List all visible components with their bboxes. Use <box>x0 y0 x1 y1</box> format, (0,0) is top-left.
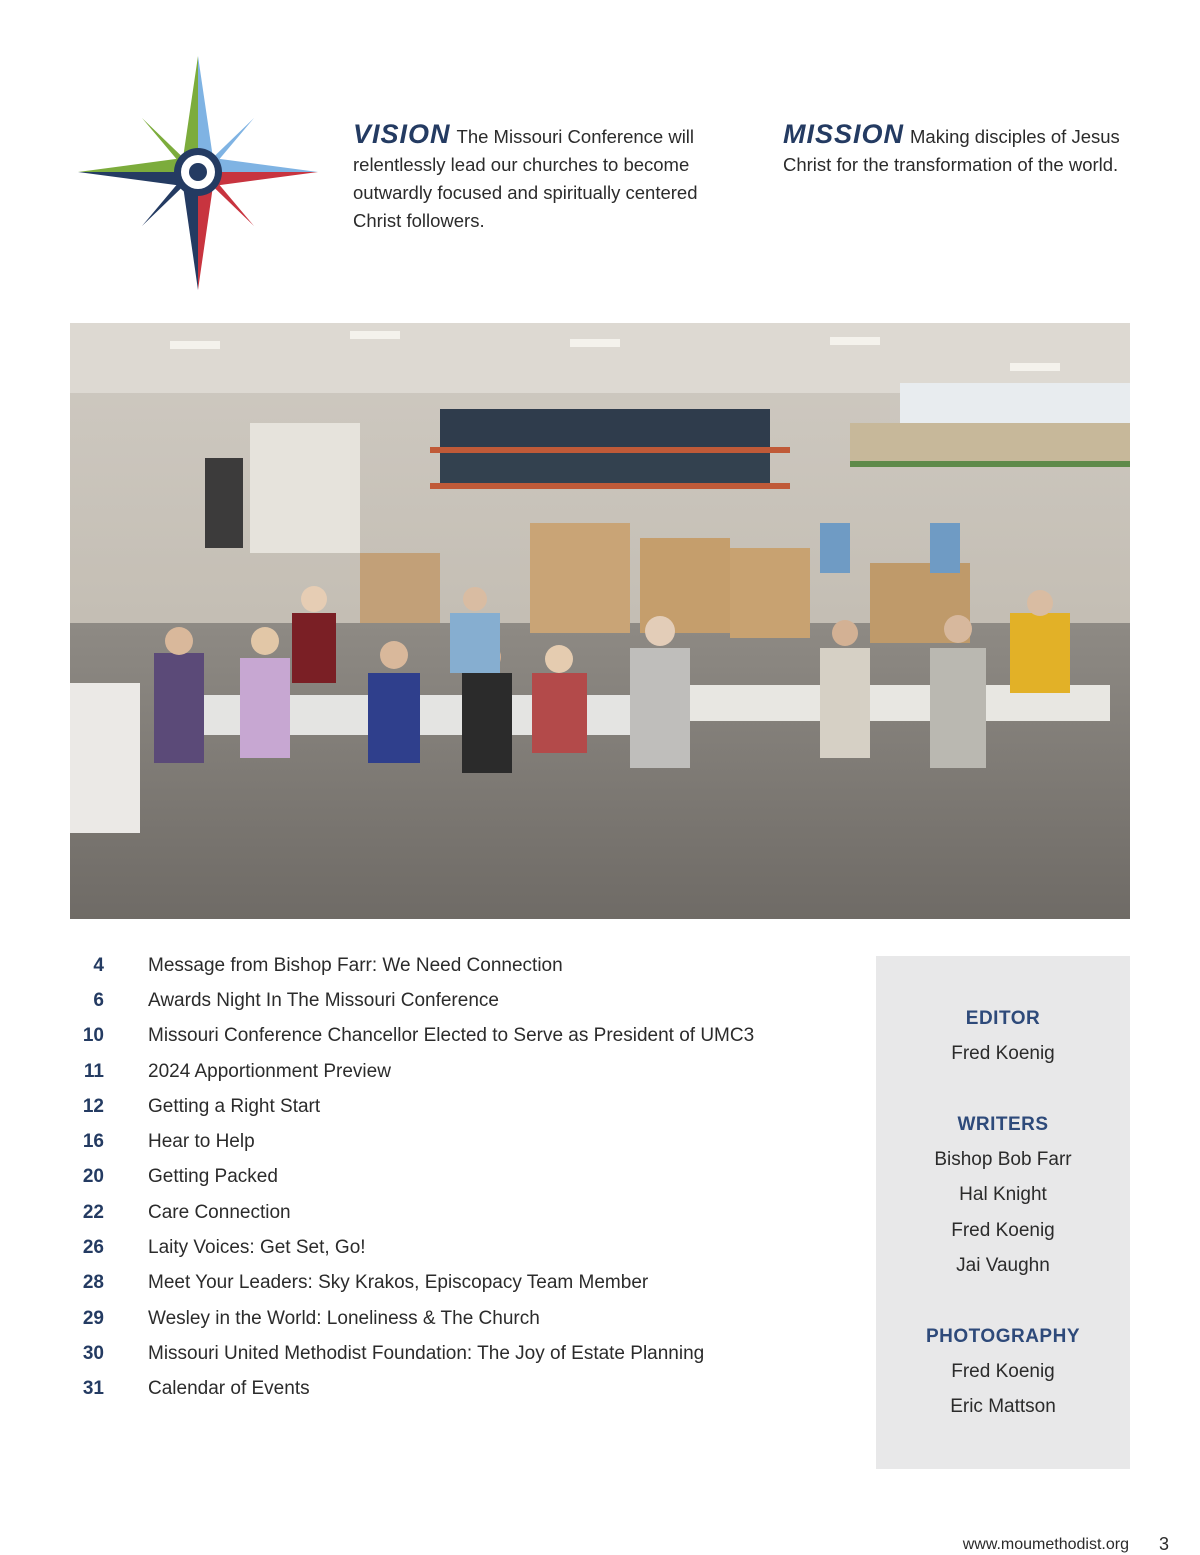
toc-entry[interactable] <box>70 1160 830 1195</box>
toc-page-number: 6 <box>93 989 104 1011</box>
toc-entry[interactable] <box>70 1124 830 1159</box>
toc-title: Getting a Right Start <box>148 1095 321 1117</box>
toc-page-number: 20 <box>82 1166 104 1188</box>
toc-page-number: 16 <box>82 1131 104 1153</box>
writer-name: Jai Vaughn <box>956 1255 1050 1276</box>
writer-name: Hal Knight <box>959 1184 1047 1205</box>
toc-entry[interactable] <box>70 1019 830 1054</box>
toc-page-number: 31 <box>82 1378 104 1400</box>
toc-page-number: 29 <box>82 1307 104 1329</box>
toc-entry[interactable] <box>70 983 830 1018</box>
volunteer-packing-photo <box>70 323 1130 919</box>
toc-title: Laity Voices: Get Set, Go! <box>148 1237 366 1259</box>
toc-entry[interactable] <box>70 1372 830 1407</box>
writers-heading: WRITERS <box>957 1113 1049 1135</box>
toc-entry[interactable] <box>70 1195 830 1230</box>
photographer-name: Eric Mattson <box>950 1396 1056 1417</box>
toc-page-number: 10 <box>82 1025 104 1047</box>
toc-title: Wesley in the World: Loneliness & The Church <box>148 1307 540 1329</box>
writer-name: Fred Koenig <box>951 1219 1055 1241</box>
toc-page-number: 11 <box>83 1060 104 1082</box>
writer-name: Bishop Bob Farr <box>934 1148 1072 1170</box>
vision-statement <box>353 120 743 235</box>
toc-page-number: 4 <box>93 954 104 976</box>
toc-entry[interactable] <box>70 1230 830 1265</box>
footer-website-link[interactable]: www.moumethodist.org <box>962 1536 1129 1553</box>
toc-title: Awards Night In The Missouri Conference <box>148 989 499 1011</box>
toc-page-number: 28 <box>82 1272 104 1294</box>
vision-heading: VISION <box>353 119 451 149</box>
toc-title: Missouri United Methodist Foundation: The Joy of Estate Planning <box>148 1342 705 1364</box>
toc-page-number: 30 <box>82 1342 104 1364</box>
toc-title: Getting Packed <box>148 1166 278 1188</box>
compass-logo-icon <box>76 54 320 292</box>
toc-title: 2024 Apportionment Preview <box>148 1060 391 1082</box>
toc-entry[interactable] <box>70 948 830 983</box>
toc-title: Message from Bishop Farr: We Need Connection <box>148 954 563 976</box>
table-of-contents <box>70 948 830 1407</box>
toc-entry[interactable] <box>70 1336 830 1371</box>
toc-page-number: 12 <box>82 1095 104 1117</box>
toc-title: Meet Your Leaders: Sky Krakos, Episcopacy Team Member <box>148 1272 649 1294</box>
vision-text: The Missouri Conference will relentlessly lead our churches to become outwardly focused and spiritually centered Christ followers. <box>353 126 698 231</box>
toc-entry[interactable] <box>70 1054 830 1089</box>
editor-heading: EDITOR <box>965 1008 1041 1029</box>
toc-title: Calendar of Events <box>148 1378 310 1400</box>
toc-title: Care Connection <box>148 1201 291 1223</box>
photography-heading: PHOTOGRAPHY <box>925 1325 1080 1347</box>
toc-page-number: 26 <box>82 1237 104 1259</box>
mission-text: Making disciples of Jesus Christ for the transformation of the world. <box>783 126 1120 175</box>
mission-statement <box>783 120 1123 179</box>
photographer-name: Fred Koenig <box>951 1360 1055 1382</box>
mission-heading: MISSION <box>783 119 905 149</box>
page-number: 3 <box>1159 1534 1170 1554</box>
toc-entry[interactable] <box>70 1089 830 1124</box>
toc-page-number: 22 <box>82 1201 104 1223</box>
editor-name: Fred Koenig <box>951 1043 1055 1064</box>
toc-entry[interactable] <box>70 1301 830 1336</box>
toc-title: Hear to Help <box>148 1131 255 1153</box>
toc-title: Missouri Conference Chancellor Elected to Serve as President of UMC3 <box>148 1025 755 1047</box>
credits-sidebar <box>876 956 1130 1469</box>
toc-entry[interactable] <box>70 1266 830 1301</box>
